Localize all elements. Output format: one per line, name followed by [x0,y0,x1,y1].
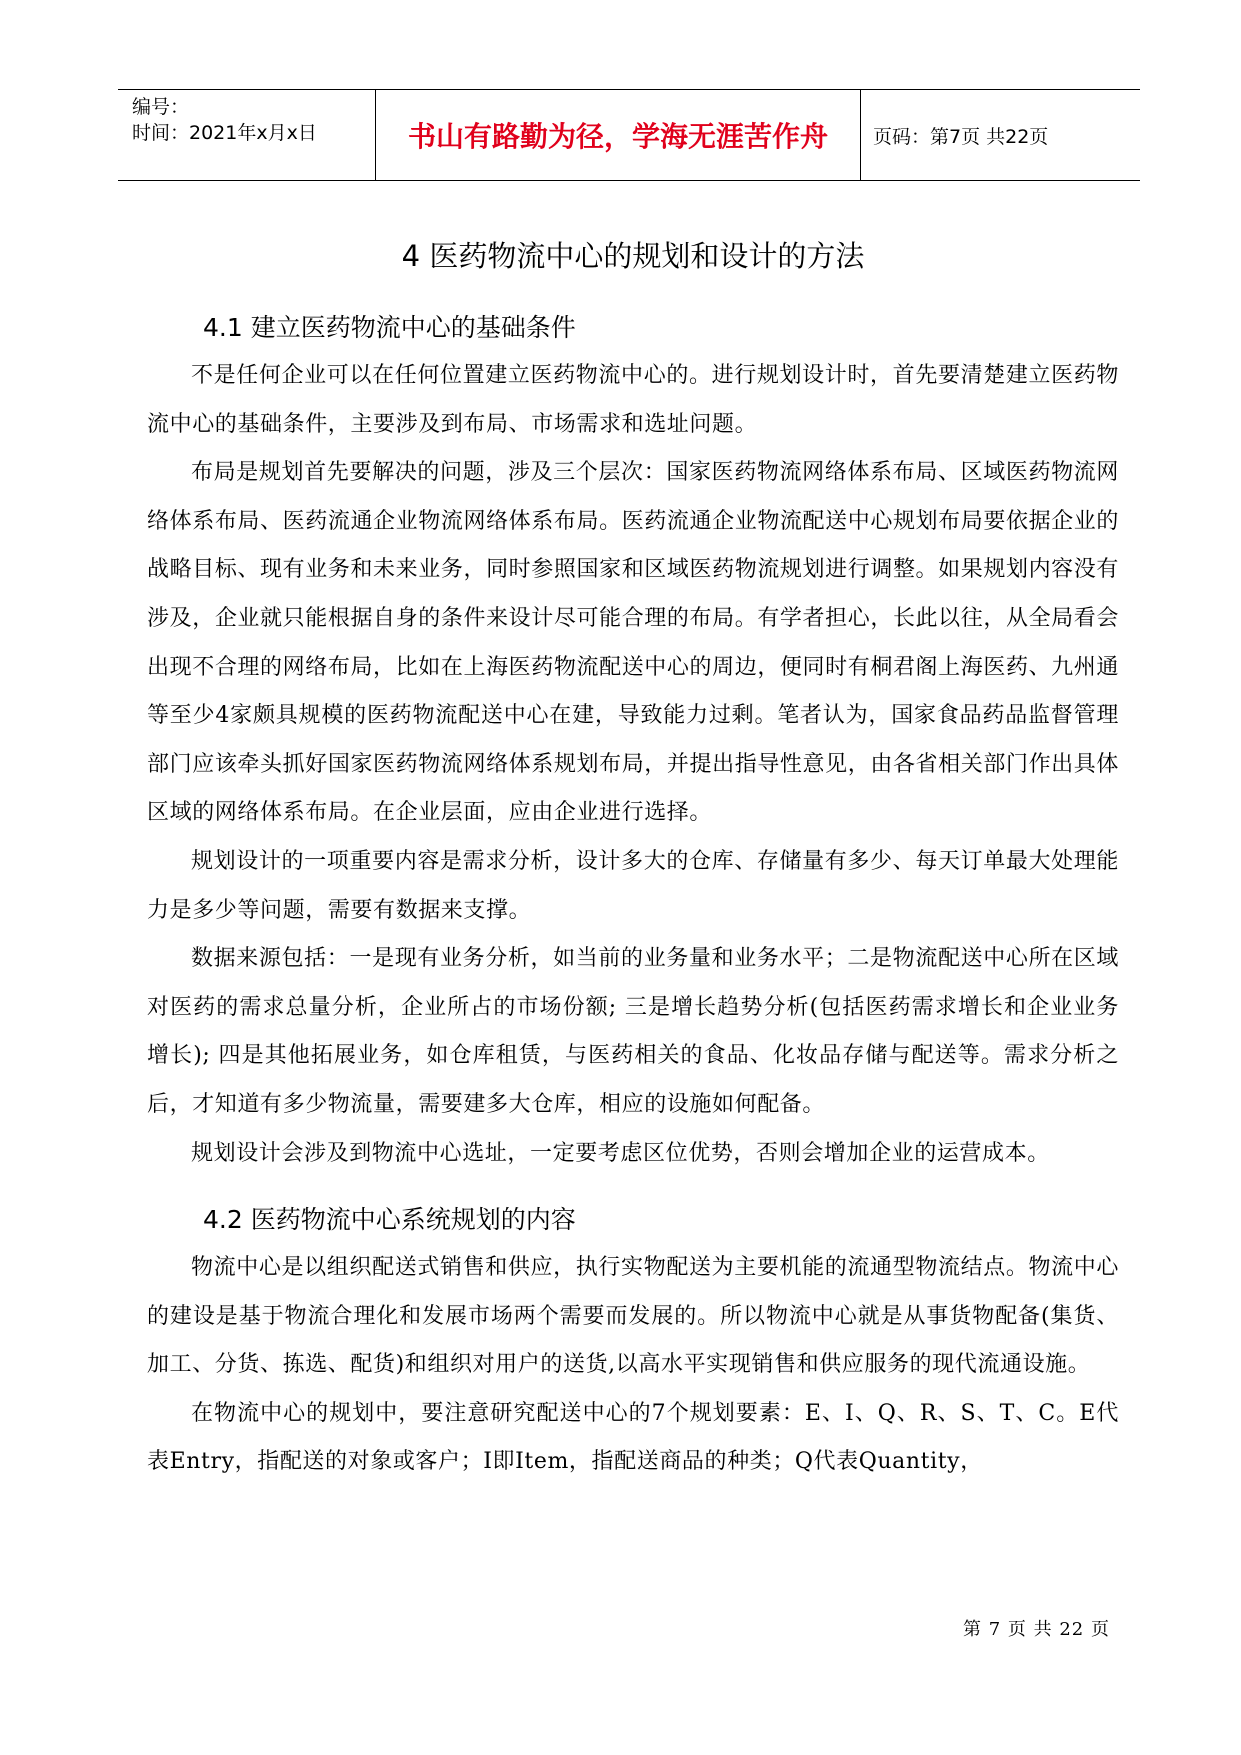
number-label: 编号： [132,96,190,118]
paragraph: 规划设计会涉及到物流中心选址，一定要考虑区位优势，否则会增加企业的运营成本。 [191,1140,1050,1166]
page-footer: 第 7 页 共 22 页 [963,1619,1110,1640]
paragraph: 物流中心是以组织配送式销售和供应，执行实物配送为主要机能的流通型物流结点。物流中心的建设是基于物流合理化和发展市场两个需要而发展的。所以物流中心就是从事货物配备(集货、加工、分货、拣选、配货)和组织对用户的送货,以高水平实现销售和供应服务的现代流通设施。 [147,1255,1119,1378]
paragraph: 布局是规划首先要解决的问题，涉及三个层次：国家医药物流网络体系布局、区域医药物流网络体系布局、医药流通企业物流网络体系布局。医药流通企业物流配送中心规划布局要依据企业的战略目标、现有业务和未来业务，同时参照国家和区域医药物流规划进行调整。如果规划内容没有涉及，企业就只能根据自身的条件来设计尽可能合理的布局。有学者担心，长此以往，从全局看会出现不合理的网络布局，比如在上海医药物流配送中心的周边，便同时有桐君阁上海医药、九州通等至少4家颇具规模的医药物流配送中心在建，导致能力过剩。笔者认为，国家食品药品监督管理部门应该牵头抓好国家医药物流网络体系规划布局，并提出指导性意见，由各省相关部门作出具体区域的网络体系布局。在企业层面，应由企业进行选择。 [147,460,1119,826]
header-motto: 书山有路勤为径，学海无涯苦作舟 [376,90,861,180]
document-body [147,228,1119,1487]
header-meta [118,90,376,180]
time-label: 时间：2021年x月x日 [132,122,317,144]
header-page-info: 页码：第7页 共22页 [873,125,1049,148]
paragraph: 数据来源包括：一是现有业务分析，如当前的业务量和业务水平；二是物流配送中心所在区域对医药的需求总量分析，企业所占的市场份额; 三是增长趋势分析(包括医药需求增长和企业业务增长); 四是其他拓展业务，如仓库租赁，与医药相关的食品、化妆品存储与配送等。需求分析之后，才知道有多少物流量，需要建多大仓库，相应的设施如何配备。 [147,946,1119,1117]
paragraph: 规划设计的一项重要内容是需求分析，设计多大的仓库、存储量有多少、每天订单最大处理能力是多少等问题，需要有数据来支撑。 [147,848,1119,923]
paragraph: 不是任何企业可以在任何位置建立医药物流中心的。进行规划设计时，首先要清楚建立医药物流中心的基础条件，主要涉及到布局、市场需求和选址问题。 [147,363,1119,437]
chapter-title: 4 医药物流中心的规划和设计的方法 [401,239,865,273]
section-heading-4-1: 4.1 建立医药物流中心的基础条件 [203,313,576,342]
paragraph: 在物流中心的规划中，要注意研究配送中心的7个规划要素：E、I、Q、R、S、T、C。E代表Entry，指配送的对象或客户；I即Item，指配送商品的种类；Q代表Quantity， [147,1400,1119,1475]
section-heading-4-2: 4.2 医药物流中心系统规划的内容 [203,1205,576,1235]
page-header [118,89,1140,181]
